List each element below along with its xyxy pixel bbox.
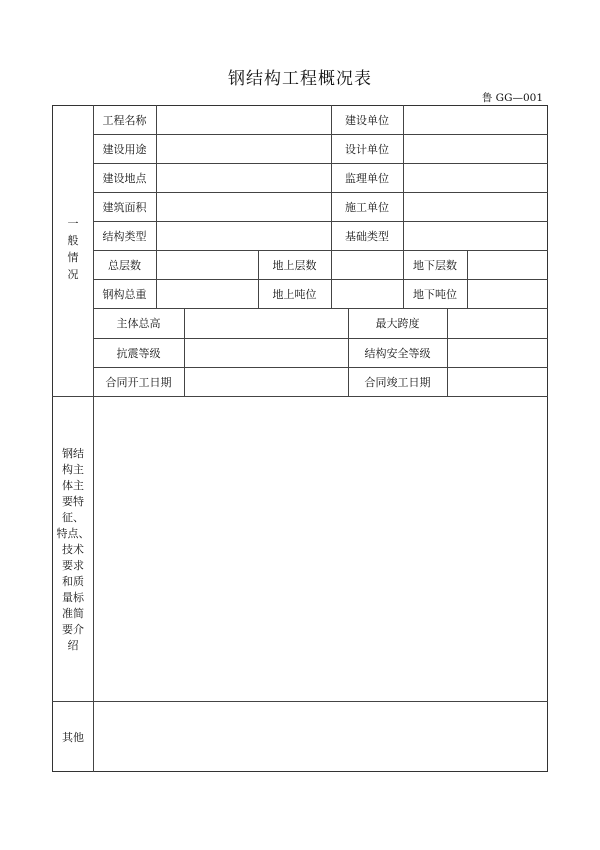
label-underground-floors: 地下层数: [413, 258, 457, 272]
seismic-grade-field[interactable]: [185, 339, 348, 367]
label-seismic-grade: 抗震等级: [116, 346, 161, 360]
steel-total-weight-field[interactable]: [157, 280, 258, 308]
structure-type-field[interactable]: [157, 222, 331, 250]
label-contract-completion-date: 合同竣工日期: [364, 375, 431, 389]
structural-safety-grade-field[interactable]: [448, 339, 548, 367]
label-foundation-type: 基础类型: [345, 229, 389, 243]
label-max-span: 最大跨度: [375, 317, 420, 330]
label-design-unit: 设计单位: [345, 142, 389, 156]
underground-tonnage-field[interactable]: [468, 280, 548, 308]
max-span-field[interactable]: [448, 309, 548, 338]
label-owner-unit: 建设单位: [345, 113, 389, 127]
building-area-field[interactable]: [157, 193, 331, 221]
total-floors-field[interactable]: [157, 251, 258, 279]
section-label-general: 一 般 情 况: [67, 217, 79, 281]
label-underground-tonnage: 地下吨位: [413, 287, 457, 301]
label-total-height: 主体总高: [116, 317, 161, 330]
features-description-field[interactable]: [94, 397, 548, 701]
label-above-ground-tonnage: 地上吨位: [272, 287, 317, 301]
label-total-floors: 总层数: [108, 258, 141, 272]
label-steel-total-weight: 钢构总重: [102, 287, 147, 301]
building-location-field[interactable]: [157, 164, 331, 192]
underground-floors-field[interactable]: [468, 251, 548, 279]
contract-start-date-field[interactable]: [185, 368, 348, 396]
foundation-type-field[interactable]: [404, 222, 548, 250]
above-ground-floors-field[interactable]: [332, 251, 403, 279]
label-project-name: 工程名称: [102, 113, 147, 127]
project-name-field[interactable]: [157, 106, 331, 134]
building-use-field[interactable]: [157, 135, 331, 163]
label-building-use: 建设用途: [102, 142, 147, 156]
label-above-ground-floors: 地上层数: [272, 258, 317, 272]
label-building-location: 建设地点: [102, 171, 147, 185]
contract-completion-date-field[interactable]: [448, 368, 548, 396]
label-structural-safety-grade: 结构安全等级: [364, 346, 431, 360]
owner-unit-field[interactable]: [404, 106, 548, 134]
label-structure-type: 结构类型: [102, 229, 147, 243]
supervision-unit-field[interactable]: [404, 164, 548, 192]
form-title: 钢结构工程概况表: [228, 69, 372, 89]
form-code: 鲁 GG—001: [481, 92, 543, 104]
construction-unit-field[interactable]: [404, 193, 548, 221]
label-building-area: 建筑面积: [102, 200, 147, 214]
label-construction-unit: 施工单位: [345, 200, 389, 214]
above-ground-tonnage-field[interactable]: [332, 280, 403, 308]
label-supervision-unit: 监理单位: [345, 171, 389, 185]
label-contract-start-date: 合同开工日期: [105, 375, 172, 389]
section-label-other: 其他: [62, 731, 84, 744]
section-label-features: 钢结 构主 体主 要特 征、 特点、 技术 要求 和质 量标 准简 要介 绍: [56, 447, 90, 652]
design-unit-field[interactable]: [404, 135, 548, 163]
other-notes-field[interactable]: [94, 702, 548, 772]
total-height-field[interactable]: [185, 309, 348, 338]
